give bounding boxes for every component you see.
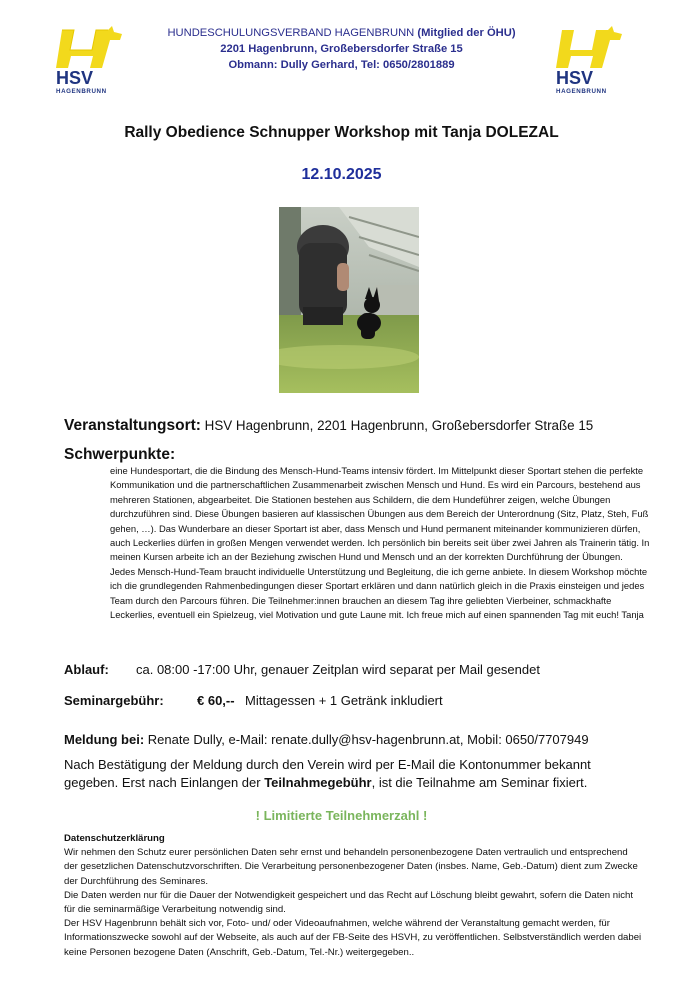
- privacy-heading: Datenschutzerklärung: [64, 833, 165, 844]
- registration-value: Renate Dully, e-Mail: renate.dully@hsv-hagenbrunn.at, Mobil: 0650/7707949: [144, 732, 589, 747]
- event-photo: [279, 207, 419, 393]
- venue-line: [64, 417, 644, 435]
- fee-included: Mittagessen + 1 Getränk inkludiert: [245, 693, 443, 708]
- privacy-paragraph-1: Wir nehmen den Schutz eurer persönlichen Daten sehr ernst und behandeln personenbezogene Daten vertraulich und entsprechend der gesetzlichen Datenschutzvorschriften. Die Verarbeitung personenbezogener Daten (insbes. Name, Geb.-Datum) dient zum Zwecke der Durchführung des Seminares.: [64, 847, 638, 887]
- venue-value: HSV Hagenbrunn, 2201 Hagenbrunn, Großebersdorfer Straße 15: [200, 418, 594, 433]
- privacy-statement: [64, 832, 644, 960]
- schedule-line: [64, 662, 540, 677]
- registration-label: Meldung bei:: [64, 732, 145, 747]
- confirmation-part-1: Nach Bestätigung der Meldung durch den Verein wird per E-Mail die Kontonummer bekannt gegeben. Erst nach Einlangen der: [64, 757, 591, 790]
- event-date: 12.10.2025: [301, 166, 382, 183]
- letterhead-address: 2201 Hagenbrunn, Großebersdorfer Straße 15: [220, 43, 463, 55]
- venue-label: Veranstaltungsort:: [64, 417, 201, 434]
- club-name: HUNDESCHULUNGSVERBAND HAGENBRUNN: [167, 27, 418, 39]
- focus-heading: Schwerpunkte:: [64, 446, 176, 463]
- schedule-value: ca. 08:00 -17:00 Uhr, genauer Zeitplan wird separat per Mail gesendet: [136, 662, 540, 677]
- event-title: Rally Obedience Schnupper Workshop mit Tanja DOLEZAL: [124, 124, 559, 141]
- letterhead: [150, 25, 533, 73]
- letterhead-chairman: Obmann: Dully Gerhard, Tel: 0650/2801889: [228, 59, 455, 71]
- confirmation-text: [64, 756, 624, 792]
- registration-line: [64, 732, 589, 747]
- hsv-logo-left: [52, 24, 132, 96]
- dog-logo-icon: [556, 26, 622, 68]
- fee-label: Seminargebühr:: [64, 693, 164, 708]
- confirmation-part-2: , ist die Teilnahme am Seminar fixiert.: [371, 775, 588, 790]
- dog-logo-icon: [56, 26, 122, 68]
- logo-text: HSV: [56, 68, 94, 88]
- limited-participants-notice: ! Limitierte Teilnehmerzahl !: [255, 808, 428, 823]
- fee-line: [64, 693, 443, 708]
- hsv-logo-right: [552, 24, 632, 96]
- schedule-label: Ablauf:: [64, 662, 109, 677]
- logo-subtext: HAGENBRUNN: [56, 88, 107, 95]
- membership-note: (Mitglied der ÖHU): [417, 27, 516, 39]
- privacy-paragraph-3: Der HSV Hagenbrunn behält sich vor, Foto- und/ oder Videoaufnahmen, welche während der Veranstaltung gemacht werden, für Informationszwecke sowohl auf der Webseite, als auch auf der FB-Seite des HSVH, zu veröffentlichen. Selbstverständlich werden dabei keine Personen bezogene Daten (Anschrift, Geb.-Datum, Tel.-Nr.) weitergegeben..: [64, 918, 642, 958]
- privacy-paragraph-2: Die Daten werden nur für die Dauer der Notwendigkeit gespeichert und das Recht auf Löschung bleibt gewahrt, sofern die Daten nicht für die seminarmäßige Verarbeitung notwendig sind.: [64, 889, 634, 916]
- focus-description: eine Hundesportart, die die Bindung des Mensch-Hund-Teams intensiv fördert. Im Mittelpunkt dieser Sportart stehen die perfekte Kommunikation und die partnerschaftlichen Zusammenarbeit zwischen Mensch und Hund. Es wird ein Parcours, bestehend aus mehreren Stationen, abgearbeitet. Die Stationen bestehen aus Schildern, die dem Hundeführer zeigen, welche Übungen durchzuführen sind. Diese Übungen basieren auf klassischen Übungen aus dem Bereich der Unterordnung (Sitz, Platz, Steh, Fuß gehen, …). Das Wunderbare an dieser Sportart ist aber, dass Mensch und Hund permanent miteinander kommunizieren dürfen, auch Leckerlies dürfen in großen Mengen verwendet werden. Ich persönlich bin bereits seit über zwei Jahren als Trainerin tätig. In meinen Kursen arbeite ich an der Beziehung zwischen Hund und Mensch und an der korrekten Durchführung der Übungen. Jedes Mensch-Hund-Team braucht individuelle Unterstützung und Begleitung, die ich gerne anbiete. In diesem Workshop möchte ich die grundlegenden Rahmenbedingungen dieser Sportart erklären und dann natürlich gleich in die Praxis einsteigen und jedes Team durch den Parcours führen. Die Teilnehmer:innen brauchen an diesem Tag ihre geliebten Vierbeiner, schmackhafte Leckerlies, eventuell ein Spielzeug, viel Motivation und gute Laune mit. Ich freue mich auf einen spannenden Tag mit euch! Tanja: [110, 465, 650, 621]
- letterhead-line-1: [150, 25, 533, 41]
- fee-price: € 60,--: [197, 693, 235, 708]
- logo-subtext: HAGENBRUNN: [556, 88, 607, 95]
- confirmation-fee-term: Teilnahmegebühr: [264, 775, 372, 790]
- logo-text: HSV: [556, 68, 594, 88]
